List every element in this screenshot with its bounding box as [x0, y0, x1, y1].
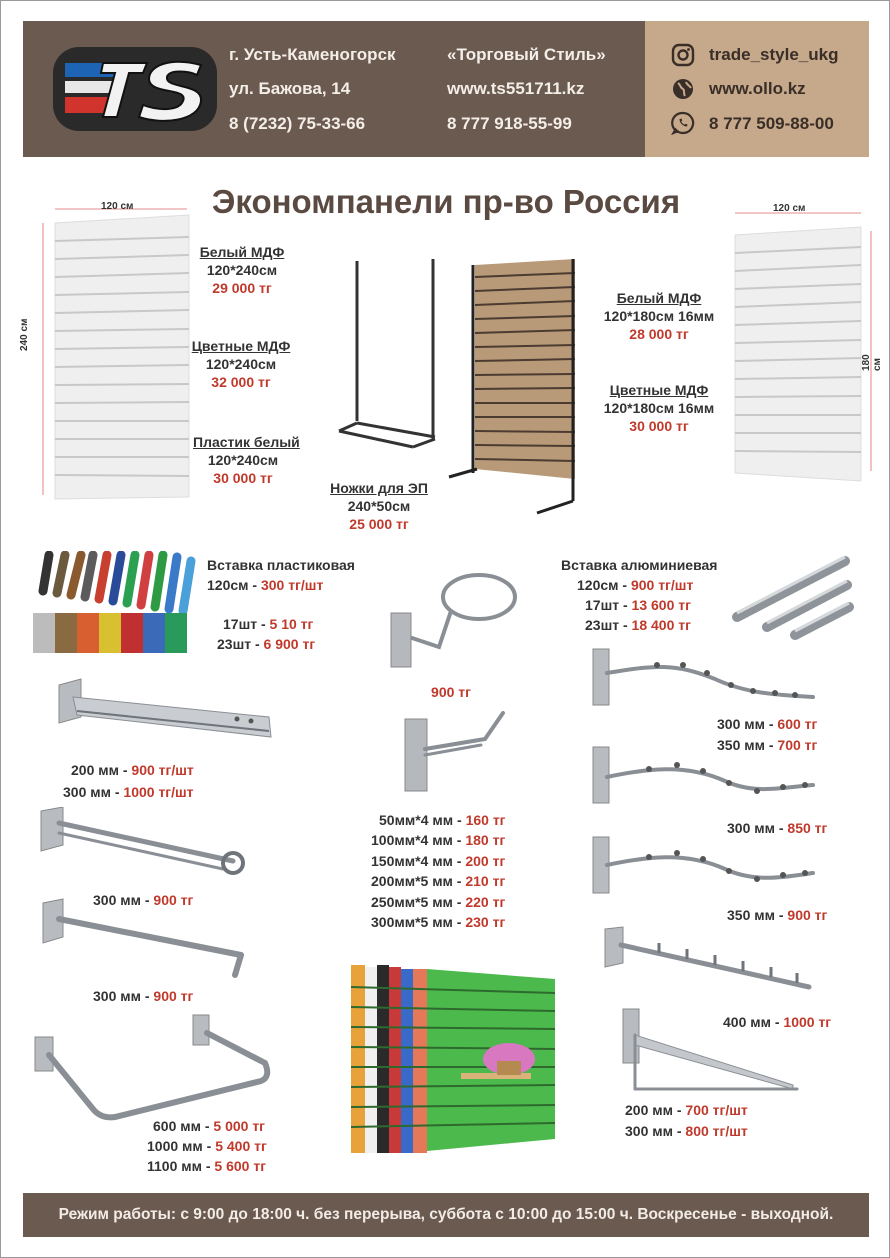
website-link[interactable]: www.ts551711.kz — [447, 79, 585, 98]
legs-info: Ножки для ЭП 240*50см 25 000 тг — [330, 480, 428, 532]
hook-50: 50мм*4 мм - 160 тг — [379, 812, 506, 828]
ts-logo — [51, 43, 221, 135]
alu-insert-per-piece: 120см - 900 тг/шт — [577, 577, 694, 593]
rect-rail-image — [37, 897, 251, 983]
plastic-insert-title: Вставка пластиковая — [207, 557, 355, 573]
alu-insert-title: Вставка алюминиевая — [561, 557, 718, 573]
plastic-insert-per-piece: 120см - 300 тг/шт — [207, 577, 324, 593]
waterfall-2-300: 300 мм - 850 тг — [727, 820, 828, 836]
hook-150: 150мм*4 мм - 200 тг — [371, 853, 506, 869]
right-panel-height: 180 см — [861, 354, 883, 371]
mdf180-white: Белый МДФ 120*180см 16мм 28 000 тг — [603, 290, 715, 342]
mdf240-color: Цветные МДФ 120*240см 32 000 тг — [191, 338, 291, 390]
left-panel-height: 240 см — [19, 318, 30, 351]
phone-mobile[interactable]: 8 777 918-55-99 — [447, 114, 572, 133]
whatsapp-number[interactable]: 8 777 509-88-00 — [709, 114, 834, 133]
mdf240-plastic: Пластик белый 120*240см 30 000 тг — [193, 434, 300, 486]
panel-240-image — [21, 197, 196, 507]
panel-180-image — [721, 201, 881, 487]
hook-200: 200мм*5 мм - 210 тг — [371, 873, 506, 889]
plastic-inserts-image — [31, 551, 201, 657]
rect-rail-300: 300 мм - 900 тг — [93, 988, 194, 1004]
header — [23, 21, 869, 157]
ring-holder-price: 900 тг — [431, 684, 471, 700]
hook-image — [399, 709, 509, 795]
instagram-handle[interactable]: trade_style_ukg — [709, 45, 839, 64]
round-rail-image — [37, 807, 251, 883]
globe-icon — [671, 77, 695, 101]
hook-300: 300мм*5 мм - 230 тг — [371, 914, 506, 930]
u-rail-1100: 1100 мм - 5 600 тг — [147, 1158, 267, 1174]
waterfall-3-image — [585, 831, 817, 903]
waterfall-1-300: 300 мм - 600 тг — [717, 716, 818, 732]
shelf-bracket-image — [41, 677, 281, 755]
shelf-bracket-200: 200 мм - 900 тг/шт — [71, 762, 194, 778]
u-rail-1000: 1000 мм - 5 400 тг — [147, 1138, 267, 1154]
shelf-support-200: 200 мм - 700 тг/шт — [625, 1102, 748, 1118]
ring-holder-image — [387, 567, 527, 671]
waterfall-3-350: 350 мм - 900 тг — [727, 907, 828, 923]
site2-link[interactable]: www.ollo.kz — [709, 79, 806, 98]
round-rail-300: 300 мм - 900 тг — [93, 892, 194, 908]
hook-100: 100мм*4 мм - 180 тг — [371, 832, 506, 848]
u-rail-image — [29, 1011, 277, 1127]
alu-insert-23: 23шт - 18 400 тг — [585, 617, 691, 633]
left-panel-width: 120 см — [101, 201, 134, 212]
colored-slatwall-image — [349, 959, 559, 1157]
mdf180-color: Цветные МДФ 120*180см 16мм 30 000 тг — [603, 382, 715, 434]
u-rail-600: 600 мм - 5 000 тг — [153, 1118, 266, 1134]
alu-insert-17: 17шт - 13 600 тг — [585, 597, 691, 613]
waterfall-4-image — [597, 923, 817, 997]
company-name: «Торговый Стиль» — [447, 45, 606, 64]
contacts-panel — [645, 21, 869, 157]
plastic-insert-17: 17шт - 5 10 тг — [223, 616, 314, 632]
shelf-support-image — [613, 1005, 809, 1101]
waterfall-4-400: 400 мм - 1000 тг — [723, 1014, 832, 1030]
waterfall-1-350: 350 мм - 700 тг — [717, 737, 818, 753]
street: ул. Бажова, 14 — [229, 79, 351, 98]
page-title: Экономпанели пр-во Россия — [211, 183, 681, 220]
hook-250: 250мм*5 мм - 220 тг — [371, 894, 506, 910]
footer-hours: Режим работы: с 9:00 до 18:00 ч. без перерыва, суббота с 10:00 до 15:00 ч. Воскресенье - выходной. — [23, 1193, 869, 1237]
whatsapp-icon — [671, 111, 695, 135]
waterfall-1-image — [585, 643, 817, 715]
phone-city[interactable]: 8 (7232) 75-33-66 — [229, 114, 366, 133]
shelf-bracket-300: 300 мм - 1000 тг/шт — [63, 784, 194, 800]
city: г. Усть-Каменогорск — [229, 45, 396, 64]
plastic-insert-23: 23шт - 6 900 тг — [217, 636, 316, 652]
shelf-support-300: 300 мм - 800 тг/шт — [625, 1123, 748, 1139]
right-panel-width: 120 см — [773, 203, 806, 214]
waterfall-2-image — [585, 741, 817, 813]
alu-inserts-image — [721, 549, 855, 645]
instagram-icon — [671, 43, 695, 67]
mdf240-white: Белый МДФ 120*240см 29 000 тг — [199, 244, 285, 296]
